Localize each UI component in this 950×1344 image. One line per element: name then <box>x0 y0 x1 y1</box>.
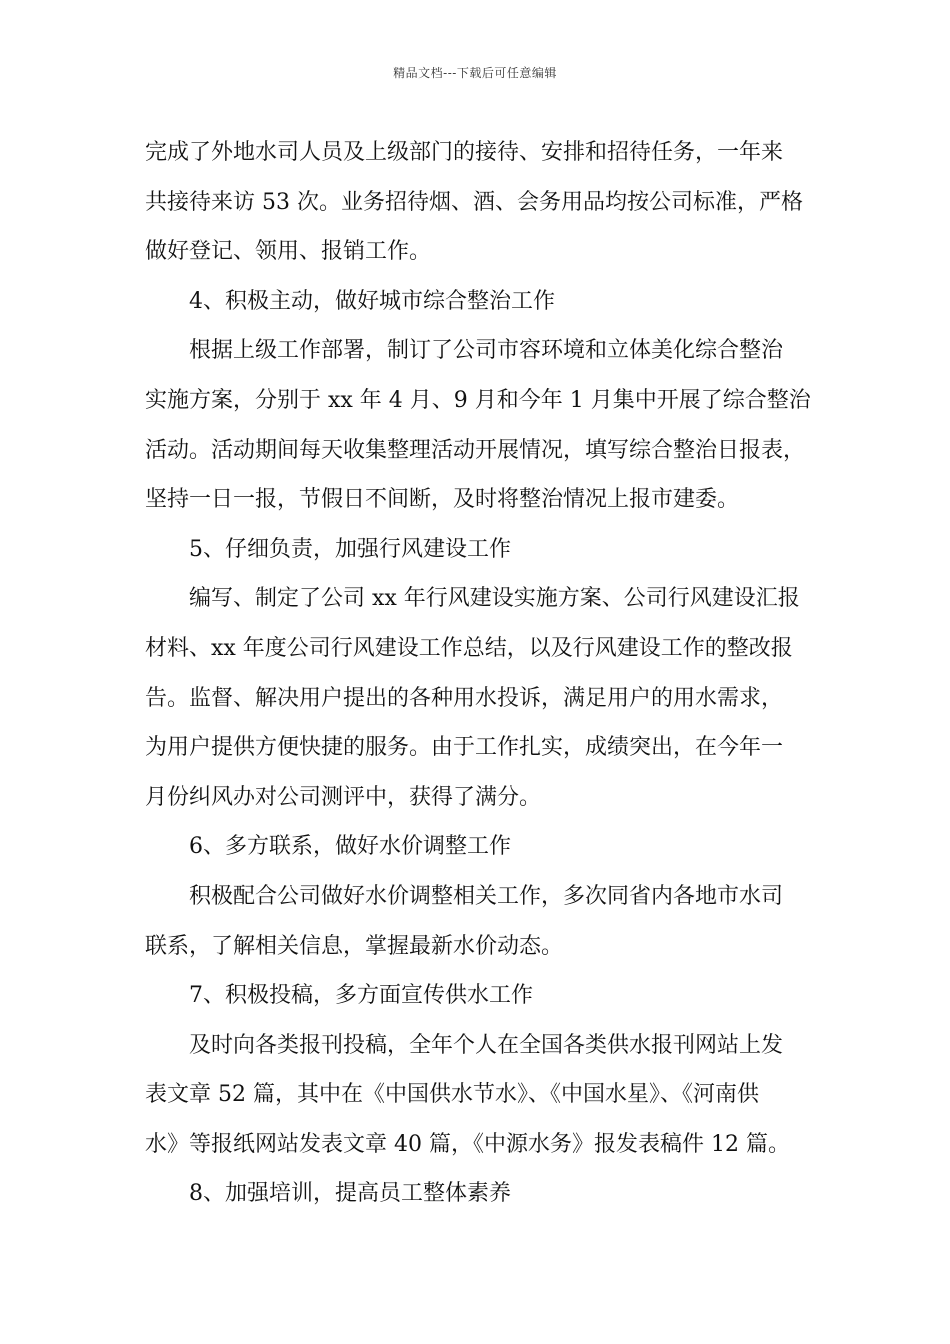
paragraph-line-indented: 5、仔细负责，加强行风建设工作 <box>189 536 511 562</box>
paragraph-line-indented: 根据上级工作部署，制订了公司市容环境和立体美化综合整治 <box>189 338 784 364</box>
paragraph-line-indented: 8、加强培训，提高员工整体素养 <box>189 1181 511 1207</box>
paragraph-line-indented: 积极配合公司做好水价调整相关工作，多次同省内各地市水司 <box>189 883 784 909</box>
paragraph-line: 活动。活动期间每天收集整理活动开展情况，填写综合整治日报表， <box>145 437 806 463</box>
paragraph-line: 告。监督、解决用户提出的各种用水投诉，满足用户的用水需求， <box>145 685 784 711</box>
paragraph-line: 水》等报纸网站发表文章 40 篇，《中源水务》报发表稿件 12 篇。 <box>145 1131 790 1157</box>
paragraph-line-indented: 6、多方联系，做好水价调整工作 <box>189 834 511 860</box>
paragraph-line: 材料、xx 年度公司行风建设工作总结，以及行风建设工作的整改报 <box>145 635 793 661</box>
paragraph-line-indented: 4、积极主动，做好城市综合整治工作 <box>189 288 555 314</box>
paragraph-line: 联系，了解相关信息，掌握最新水价动态。 <box>145 933 564 959</box>
paragraph-line: 坚持一日一报，节假日不间断，及时将整治情况上报市建委。 <box>145 487 740 513</box>
paragraph-line: 实施方案，分别于 xx 年 4 月、9 月和今年 1 月集中开展了综合整治 <box>145 387 811 413</box>
paragraph-line: 做好登记、领用、报销工作。 <box>145 239 432 265</box>
paragraph-line-indented: 编写、制定了公司 xx 年行风建设实施方案、公司行风建设汇报 <box>189 586 800 612</box>
document-body <box>145 128 825 1219</box>
paragraph-line: 月份纠风办对公司测评中，获得了满分。 <box>145 784 542 810</box>
paragraph-line: 完成了外地水司人员及上级部门的接待、安排和招待任务，一年来 <box>145 140 784 165</box>
paragraph-line-indented: 及时向各类报刊投稿，全年个人在全国各类供水报刊网站上发 <box>189 1032 784 1058</box>
paragraph-line-indented: 7、积极投稿，多方面宣传供水工作 <box>189 983 533 1009</box>
paragraph-line: 共接待来访 53 次。业务招待烟、酒、会务用品均按公司标准，严格 <box>145 189 803 215</box>
paragraph-line: 表文章 52 篇，其中在《中国供水节水》、《中国水星》、《河南供 <box>145 1082 759 1108</box>
paragraph-line: 为用户提供方便快捷的服务。由于工作扎实，成绩突出，在今年一 <box>145 735 784 761</box>
page-header: 精品文档---下载后可任意编辑 <box>393 66 557 80</box>
